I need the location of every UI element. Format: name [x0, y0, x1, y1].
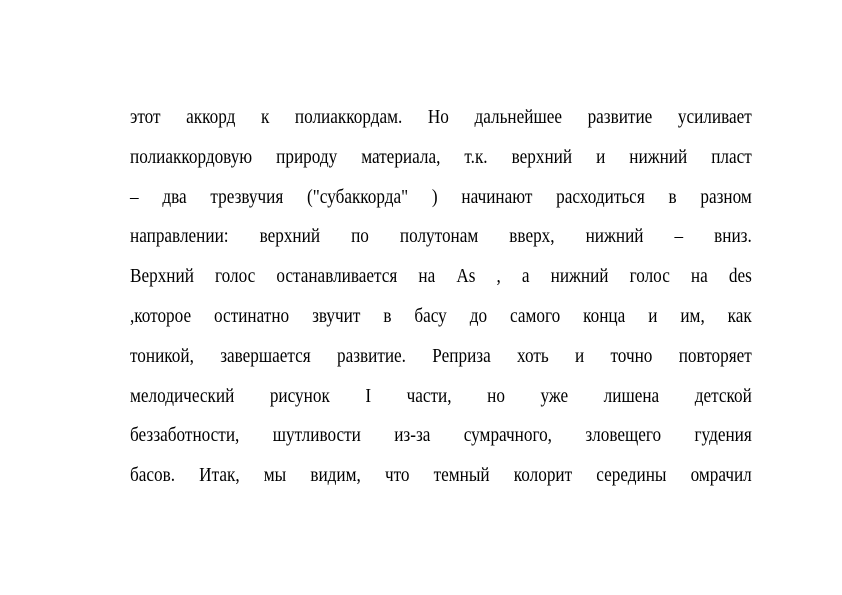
- text-line: басов. Итак, мы видим, что темный колорит середины омрачил: [130, 464, 752, 487]
- text-line: беззаботности, шутливости из-за сумрачного, зловещего гудения: [130, 424, 752, 447]
- text-line: этот аккорд к полиаккордам. Но дальнейшее развитие усиливает: [130, 106, 752, 128]
- text-line: направлении: верхний по полутонам вверх, нижний – вниз.: [130, 225, 752, 248]
- text-line: полиаккордовую природу материала, т.к. верхний и нижний пласт: [130, 145, 752, 168]
- text-line: ,которое остинатно звучит в басу до самого конца и им, как: [130, 304, 752, 327]
- paragraph: [130, 98, 752, 496]
- text-line: мелодический рисунок I части, но уже лишена детской: [130, 384, 752, 407]
- text-line: – два трезвучия ("субаккорда" ) начинают расходиться в разном: [130, 185, 752, 208]
- text-line: тоникой, завершается развитие. Реприза хоть и точно повторяет: [130, 344, 752, 367]
- text-line: Верхний голос останавливается на As , а нижний голос на des: [130, 265, 752, 288]
